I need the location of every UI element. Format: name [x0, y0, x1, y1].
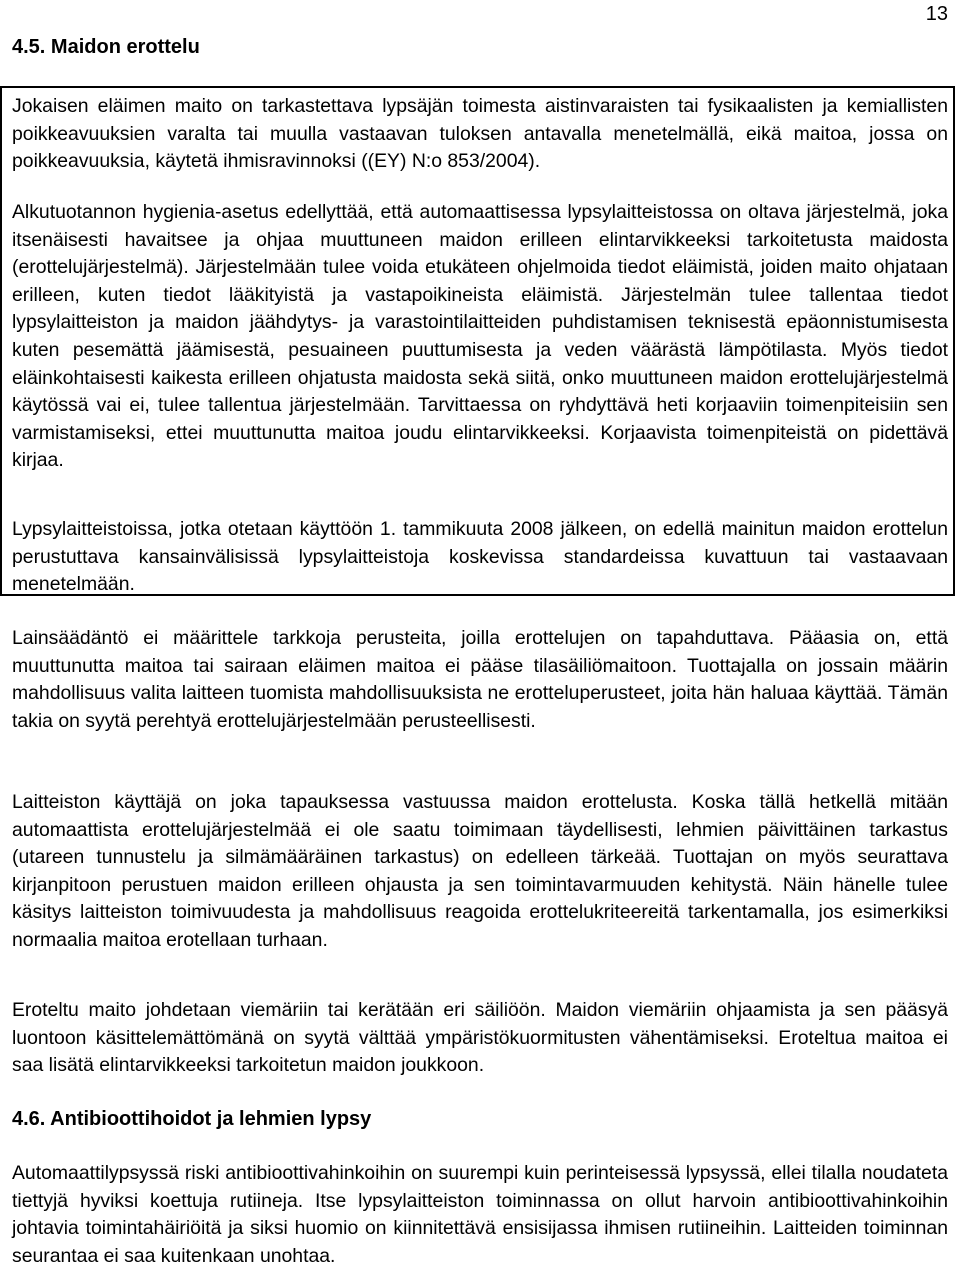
body-paragraph: Laitteiston käyttäjä on joka tapauksessa vastuussa maidon erottelusta. Koska tällä hetkellä mitään automaattista erottelujärjestelmää ei ole saatu toimimaan täydellisesti, lehmien päivittäinen tarkastus (utareen tunnustelu ja silmämääräinen tarkastus) on edelleen tärkeää. Tuottajan on myös seurattava kirjanpitoon perustuen maidon erilleen ohjausta ja sen toimintavarmuuden kehitystä. Näin hänelle tulee käsitys laitteiston toimivuudesta ja mahdollisuus reagoida erottelukriteereitä tarkentamalla, jos esimerkiksi normaalia maitoa erotellaan turhaan. — [12, 791, 948, 951]
body-paragraph: Lainsäädäntö ei määrittele tarkkoja perusteita, joilla erottelujen on tapahduttava. Pääasia on, että muuttunutta maitoa tai sairaan eläimen maitoa ei pääse tilasäiliömaitoon. Tuottajalla on jossain määrin mahdollisuus valita laitteen tuomista mahdollisuuksista ne erotteluperusteet, joita hän haluaa käyttää. Tämän takia on syytä perehtyä erottelujärjestelmään perusteellisesti. — [12, 627, 948, 732]
box-paragraph: Lypsylaitteistoissa, jotka otetaan käyttöön 1. tammikuuta 2008 jälkeen, on edellä mainitun maidon erottelun perustuttava kansainvälisissä lypsylaitteistoja koskevissa standardeissa kuvattuun tai vastaavaan menetelmään. — [12, 518, 948, 596]
section-heading-4-6: 4.6. Antibioottihoidot ja lehmien lypsy — [12, 1108, 372, 1130]
body-paragraph: Automaattilypsyssä riski antibioottivahinkoihin on suurempi kuin perinteisessä lypsyssä, ellei tilalla noudateta tiettyjä hyviksi koettuja rutiineja. Itse lypsylaitteiston toiminnassa on ollut harvoin antibioottivahinkoihin johtavia toimintahäiriöitä ja siksi huomio on kiinnitettävä ensisijassa ihmisen rutiineihin. Laitteiden toiminnan seurantaa ei saa kuitenkaan unohtaa. — [12, 1162, 948, 1267]
box-paragraph: Alkutuotannon hygienia-asetus edellyttää, että automaattisessa lypsylaitteistossa on oltava järjestelmä, joka itsenäisesti havaitsee ja ohjaa muuttuneen maidon erilleen elintarvikkeeksi tarkoitetusta maidosta (erottelujärjestelmä). Järjestelmään tulee voida etukäteen ohjelmoida tiedot eläimistä, joiden maito ohjataan erilleen, kuten tiedot lääkityistä ja vastapoikineista eläimistä. Järjestelmän tulee tallentaa tiedot lypsylaitteiston ja maidon jäähdytys- ja varastointilaitteiden puhdistamisen teknisestä epäonnistumisesta kuten pesemättä jäämisestä, pesuaineen puuttumisesta ja veden väärästä lämpötilasta. Myös tiedot eläinkohtaisesti kaikesta erilleen ohjatusta maidosta sekä siitä, onko muuttuneen maidon erottelujärjestelmä käytössä vai ei, tulee tallentua järjestelmään. Tarvittaessa on ryhdyttävä heti korjaaviin toimenpiteisiin sen varmistamiseksi, ettei muuttunutta maitoa joudu elintarvikkeeksi. Korjaavista toimenpiteistä on pidettävä kirjaa. — [12, 201, 948, 472]
box-paragraph: Jokaisen eläimen maito on tarkastettava lypsäjän toimesta aistinvaraisten tai fysikaalisten ja kemiallisten poikkeavuuksien varalta tai muulla vastaavan tuloksen antavalla menetelmällä, eikä maitoa, jossa on poikkeavuuksia, käytetä ihmisravinnoksi ((EY) N:o 853/2004). — [12, 95, 948, 173]
section-heading-4-5: 4.5. Maidon erottelu — [12, 36, 200, 58]
page-number: 13 — [925, 3, 948, 25]
body-paragraph: Eroteltu maito johdetaan viemäriin tai kerätään eri säiliöön. Maidon viemäriin ohjaamista ja sen pääsyä luontoon käsittelemättömänä on syytä välttää ympäristökuormitusten vähentämiseksi. Eroteltua maitoa ei saa lisätä elintarvikkeeksi tarkoitetun maidon joukkoon. — [12, 999, 948, 1077]
